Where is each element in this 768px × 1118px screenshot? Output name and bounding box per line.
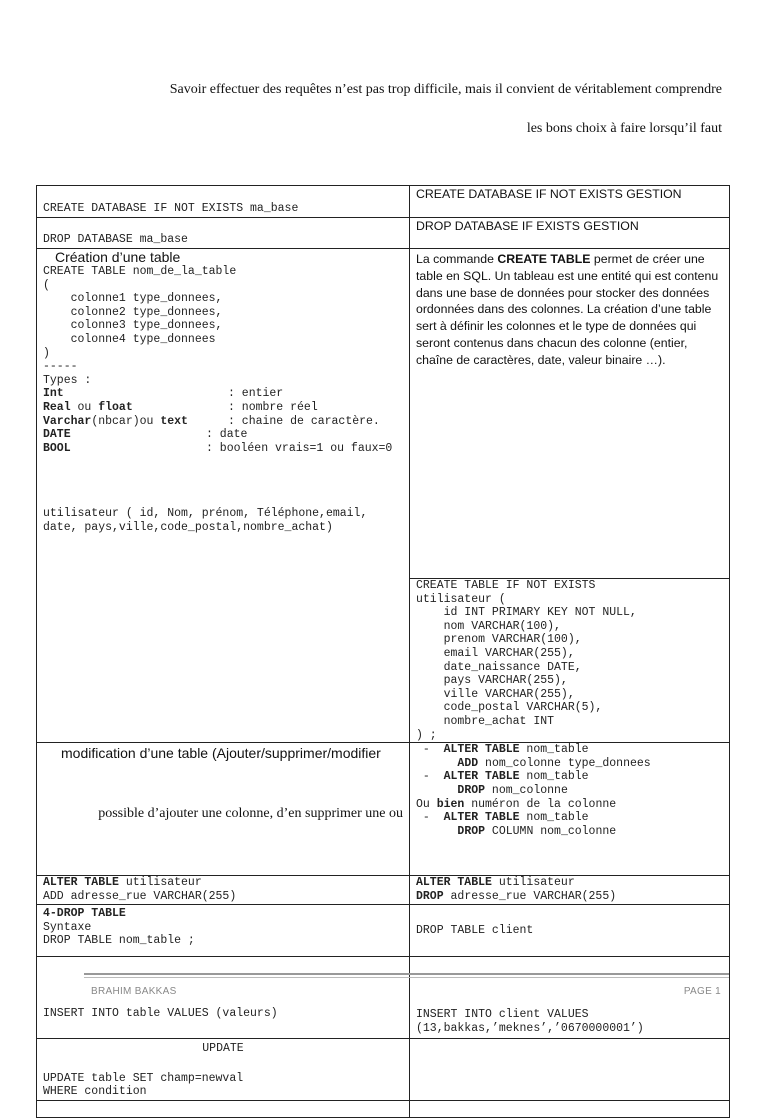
- alter-drop-column-line: DROP COLUMN nom_colonne: [457, 824, 617, 838]
- table-row: [37, 218, 730, 249]
- table-cell: [37, 905, 410, 957]
- alter-add-example: ADD adresse_rue VARCHAR(255): [43, 889, 237, 903]
- table-row: [37, 957, 730, 1039]
- type-row: [43, 401, 403, 415]
- table-cell: [37, 1039, 410, 1101]
- type-name: Real ou float: [43, 400, 133, 414]
- table-row: [37, 1101, 730, 1118]
- type-row: [43, 415, 403, 429]
- create-database-code: CREATE DATABASE IF NOT EXISTS ma_base: [43, 202, 299, 216]
- type-value: : booléen vrais=1 ou faux=0: [206, 441, 393, 455]
- drop-database-example: DROP DATABASE IF EXISTS GESTION: [416, 219, 639, 233]
- alter-drop-line: DROP nom_colonne: [457, 783, 568, 797]
- type-value: : date: [206, 428, 248, 442]
- table-cell: [37, 186, 410, 218]
- description-text: permet de créer une table en SQL. Un tableau est une entité qui est contenu dans une base de données pour stocker des données ordonnées dans des colonnes. La création d’une table sert à définir les colonnes et le type de données qui seront contenus dans chacun des colonne (entier, chaîne de caractères, date, valeur binaire …).: [416, 252, 719, 367]
- table-row: [37, 743, 730, 876]
- type-value: : entier: [228, 387, 284, 401]
- drop-table-example: DROP TABLE client: [416, 923, 534, 937]
- drop-table-syntax: Syntaxe DROP TABLE nom_table ;: [43, 920, 195, 948]
- footer-divider: [84, 977, 729, 978]
- table-cell: [37, 957, 410, 1039]
- table-cell: [410, 1101, 730, 1118]
- table-cell: [410, 186, 730, 218]
- description-text: La commande: [416, 252, 498, 266]
- alter-add-example: ALTER TABLE utilisateur: [43, 876, 202, 890]
- type-row: [43, 442, 403, 456]
- table-cell: [410, 876, 730, 905]
- alter-drop-example: DROP adresse_rue VARCHAR(255): [416, 889, 617, 903]
- table-row: [37, 876, 730, 905]
- footer-page-number: PAGE 1: [683, 986, 721, 997]
- update-syntax: UPDATE table SET champ=newval WHERE condition: [43, 1071, 244, 1099]
- table-row: [37, 186, 730, 218]
- sql-reference-table: [36, 185, 730, 1118]
- description-keyword: CREATE TABLE: [497, 252, 591, 266]
- table-cell: [37, 743, 410, 876]
- alter-drop-column-line: - ALTER TABLE nom_table: [416, 811, 589, 825]
- type-name: Int: [43, 387, 64, 401]
- type-value: : nombre réel: [228, 400, 318, 414]
- intro-line-2: les bons choix à faire lorsqu’il faut: [526, 121, 722, 136]
- table-cell: [410, 218, 730, 249]
- table-row: [37, 1039, 730, 1101]
- type-name: DATE: [43, 428, 71, 442]
- type-row: [43, 428, 403, 442]
- footer-divider: [84, 973, 729, 975]
- table-cell: [410, 743, 730, 876]
- create-table-example: CREATE TABLE IF NOT EXISTS utilisateur ( id INT PRIMARY KEY NOT NULL, nom VARCHAR(100), prenom VARCHAR(100), email VARCHAR(255), date_naissance DATE, pays VARCHAR(255), ville VARCHAR(255), code_postal VARCHAR(5), nombre_achat INT ) ;: [416, 579, 637, 742]
- table-cell: [410, 957, 730, 1039]
- create-table-description: [416, 251, 723, 369]
- types-list: [43, 387, 403, 455]
- table-cell: [37, 876, 410, 905]
- utilisateur-schema: utilisateur ( id, Nom, prénom, Téléphone,email, date, pays,ville,code_postal,nombre_achat): [43, 507, 368, 534]
- table-cell: [37, 218, 410, 249]
- table-cell: [410, 1039, 730, 1101]
- type-name: BOOL: [43, 441, 71, 455]
- table-cell: [37, 249, 410, 743]
- update-title: UPDATE: [202, 1042, 244, 1056]
- table-row: [37, 249, 730, 579]
- alter-drop-line: - ALTER TABLE nom_table: [416, 770, 589, 784]
- table-cell: [37, 1101, 410, 1118]
- alter-add-line: - ALTER TABLE nom_table: [416, 743, 589, 757]
- table-cell: [410, 579, 730, 743]
- insert-syntax: INSERT INTO table VALUES (valeurs): [43, 1006, 278, 1020]
- table-row: [37, 905, 730, 957]
- alter-add-line: ADD nom_colonne type_donnees: [457, 756, 651, 770]
- create-table-syntax: CREATE TABLE nom_de_la_table ( colonne1 type_donnees, colonne2 type_donnees, colonne3 type_donnees, colonne4 type_donnees ) ----- Types :: [43, 265, 237, 387]
- drop-database-code: DROP DATABASE ma_base: [43, 233, 188, 247]
- type-row: [43, 387, 403, 401]
- type-name: Varchar(nbcar)ou text: [43, 414, 188, 428]
- table-cell: [410, 905, 730, 957]
- drop-table-title: 4-DROP TABLE: [43, 907, 126, 921]
- intro-line-1: Savoir effectuer des requêtes n’est pas trop difficile, mais il convient de véritablement comprendre: [169, 82, 722, 97]
- alter-or-line: Ou bien numéron de la colonne: [416, 797, 617, 811]
- footer-author: BRAHIM BAKKAS: [91, 986, 177, 997]
- table-cell: [410, 249, 730, 579]
- type-value: : chaine de caractère.: [228, 414, 380, 428]
- insert-example: INSERT INTO client VALUES (13,bakkas,’meknes’,’0670000001’): [416, 1007, 644, 1035]
- alter-table-heading: modification d’une table (Ajouter/supprimer/modifier: [61, 745, 381, 762]
- alter-table-note: possible d’ajouter une colonne, d’en supprimer une ou: [98, 806, 403, 822]
- create-table-heading: Création d’une table: [55, 249, 181, 265]
- alter-drop-example: ALTER TABLE utilisateur: [416, 876, 575, 890]
- create-database-example: CREATE DATABASE IF NOT EXISTS GESTION: [416, 187, 682, 201]
